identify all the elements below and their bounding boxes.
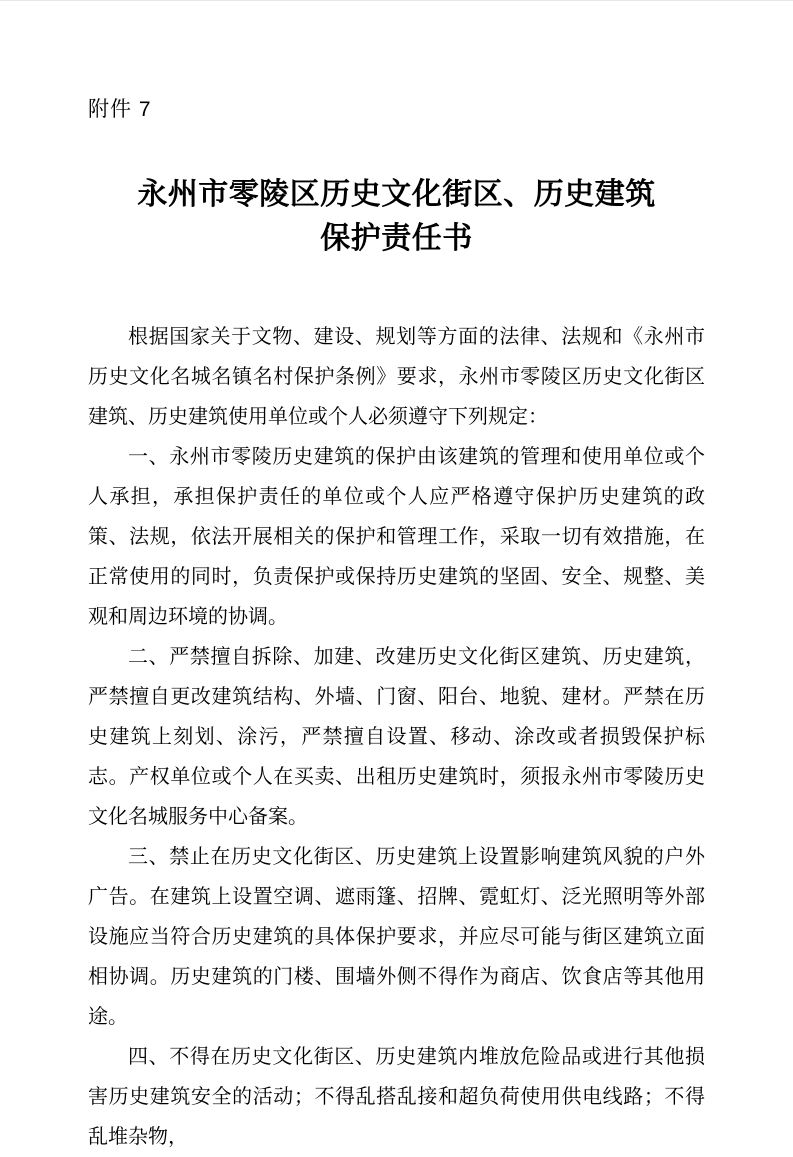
attachment-label: 附件 7 (88, 98, 152, 121)
paragraph-item-4: 四、不得在历史文化街区、历史建筑内堆放危险品或进行其他损害历史建筑安全的活动；不得乱搭乱接和超负荷使用供电线路；不得乱堆杂物， (88, 1046, 705, 1148)
document-page (0, 1, 793, 1148)
paragraph-item-3: 三、禁止在历史文化街区、历史建筑上设置影响建筑风貌的户外广告。在建筑上设置空调、遮雨篷、招牌、霓虹灯、泛光照明等外部设施应当符合历史建筑的具体保护要求，并应尽可能与街区建筑立面相协调。历史建筑的门楼、围墙外侧不得作为商店、饮食店等其他用途。 (88, 846, 705, 1028)
document-body (88, 317, 705, 1157)
paragraph-item-1: 一、永州市零陵历史建筑的保护由该建筑的管理和使用单位或个人承担，承担保护责任的单位或个人应严格遵守保护历史建筑的政策、法规，依法开展相关的保护和管理工作，采取一切有效措施，在正常使用的同时，负责保护或保持历史建筑的坚固、安全、规整、美观和周边环境的协调。 (88, 446, 705, 628)
paragraph-intro: 根据国家关于文物、建设、规划等方面的法律、法规和《永州市历史文化名城名镇名村保护条例》要求，永州市零陵区历史文化街区建筑、历史建筑使用单位或个人必须遵守下列规定： (88, 326, 705, 428)
document-title-line-2: 保护责任书 (320, 222, 473, 255)
paragraph-item-2: 二、严禁擅自拆除、加建、改建历史文化街区建筑、历史建筑，严禁擅自更改建筑结构、外墙、门窗、阳台、地貌、建材。严禁在历史建筑上刻划、涂污，严禁擅自设置、移动、涂改或者损毁保护标志。产权单位或个人在买卖、出租历史建筑时，须报永州市零陵历史文化名城服务中心备案。 (88, 646, 705, 828)
document-title (88, 173, 705, 261)
document-title-line-1: 永州市零陵区历史文化街区、历史建筑 (137, 178, 656, 211)
